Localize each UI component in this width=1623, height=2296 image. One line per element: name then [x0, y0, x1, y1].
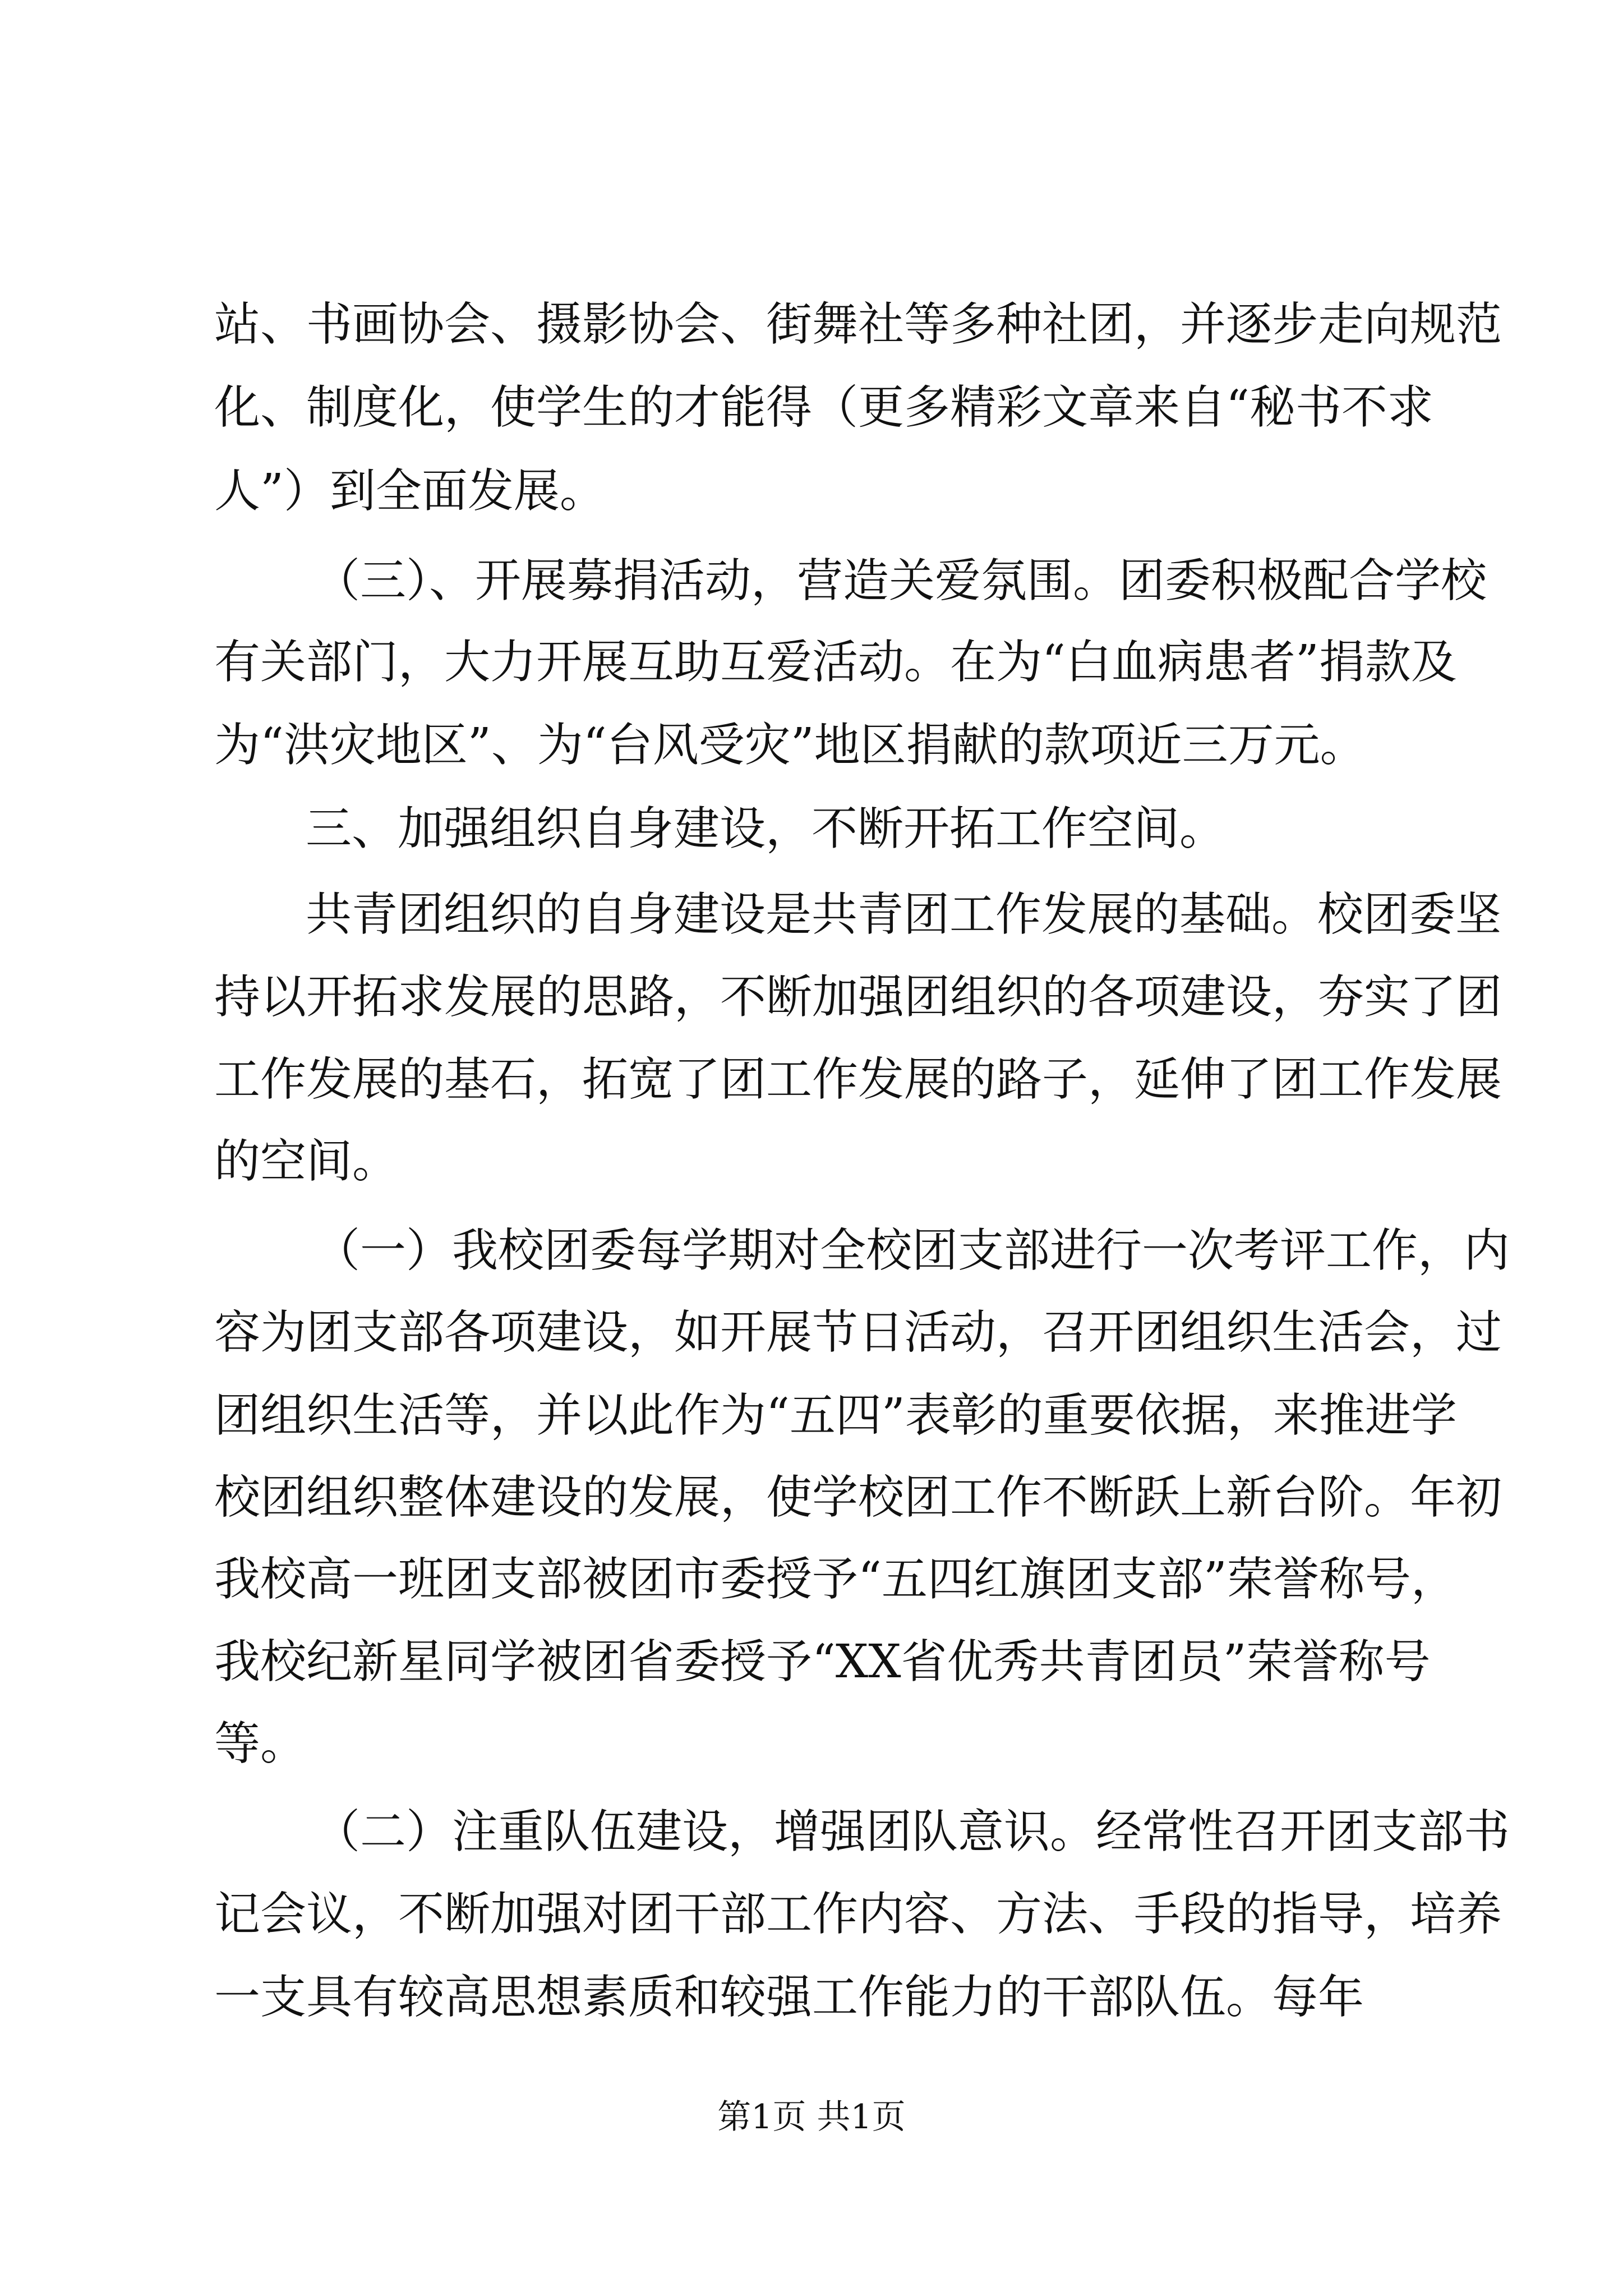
- text-line: 一支具有较高思想素质和较强工作能力的干部队伍。每年: [214, 1971, 1364, 2024]
- text-line: 为“洪灾地区”、为“台风受灾”地区捐献的款项近三万元。: [214, 719, 1366, 772]
- text-line: 我校纪新星同学被团省委授予“XX省优秀共青团员”荣誉称号: [214, 1635, 1431, 1688]
- text-line: 工作发展的基石，拓宽了团工作发展的路子，延伸了团工作发展: [214, 1053, 1502, 1106]
- text-line: 有关部门，大力开展互助互爱活动。在为“白血病患者”捐款及: [214, 636, 1457, 689]
- section-heading: 三、加强组织自身建设，不断开拓工作空间。: [306, 802, 1226, 855]
- text-line: （二）注重队伍建设，增强团队意识。经常性召开团支部书: [314, 1805, 1510, 1858]
- text-line: （三）、开展募捐活动，营造关爱氛围。团委积极配合学校: [314, 554, 1487, 608]
- page-number-footer: 第1页 共1页: [717, 2097, 906, 2137]
- text-line: 持以开拓求发展的思路，不断加强团组织的各项建设，夯实了团: [214, 970, 1502, 1024]
- text-line: 站、书画协会、摄影协会、街舞社等多种社团，并逐步走向规范: [214, 298, 1502, 351]
- text-line: 校团组织整体建设的发展，使学校团工作不断跃上新台阶。年初: [214, 1471, 1502, 1524]
- text-line: 化、制度化，使学生的才能得（更多精彩文章来自“秘书不求: [214, 381, 1433, 434]
- text-line: 我校高一班团支部被团市委授予“五四红旗团支部”荣誉称号，: [214, 1553, 1457, 1606]
- text-line: 人”）到全面发展。: [214, 464, 606, 518]
- text-line: （一）我校团委每学期对全校团支部进行一次考评工作，内: [314, 1224, 1510, 1277]
- text-line: 团组织生活等，并以此作为“五四”表彰的重要依据，来推进学: [214, 1389, 1457, 1442]
- text-line: 容为团支部各项建设，如开展节日活动，召开团组织生活会，过: [214, 1306, 1502, 1359]
- text-line: 等。: [214, 1717, 307, 1770]
- text-line: 记会议，不断加强对团干部工作内容、方法、手段的指导，培养: [214, 1888, 1502, 1941]
- text-line: 共青团组织的自身建设是共青团工作发展的基础。校团委坚: [306, 888, 1502, 941]
- text-line: 的空间。: [214, 1135, 399, 1188]
